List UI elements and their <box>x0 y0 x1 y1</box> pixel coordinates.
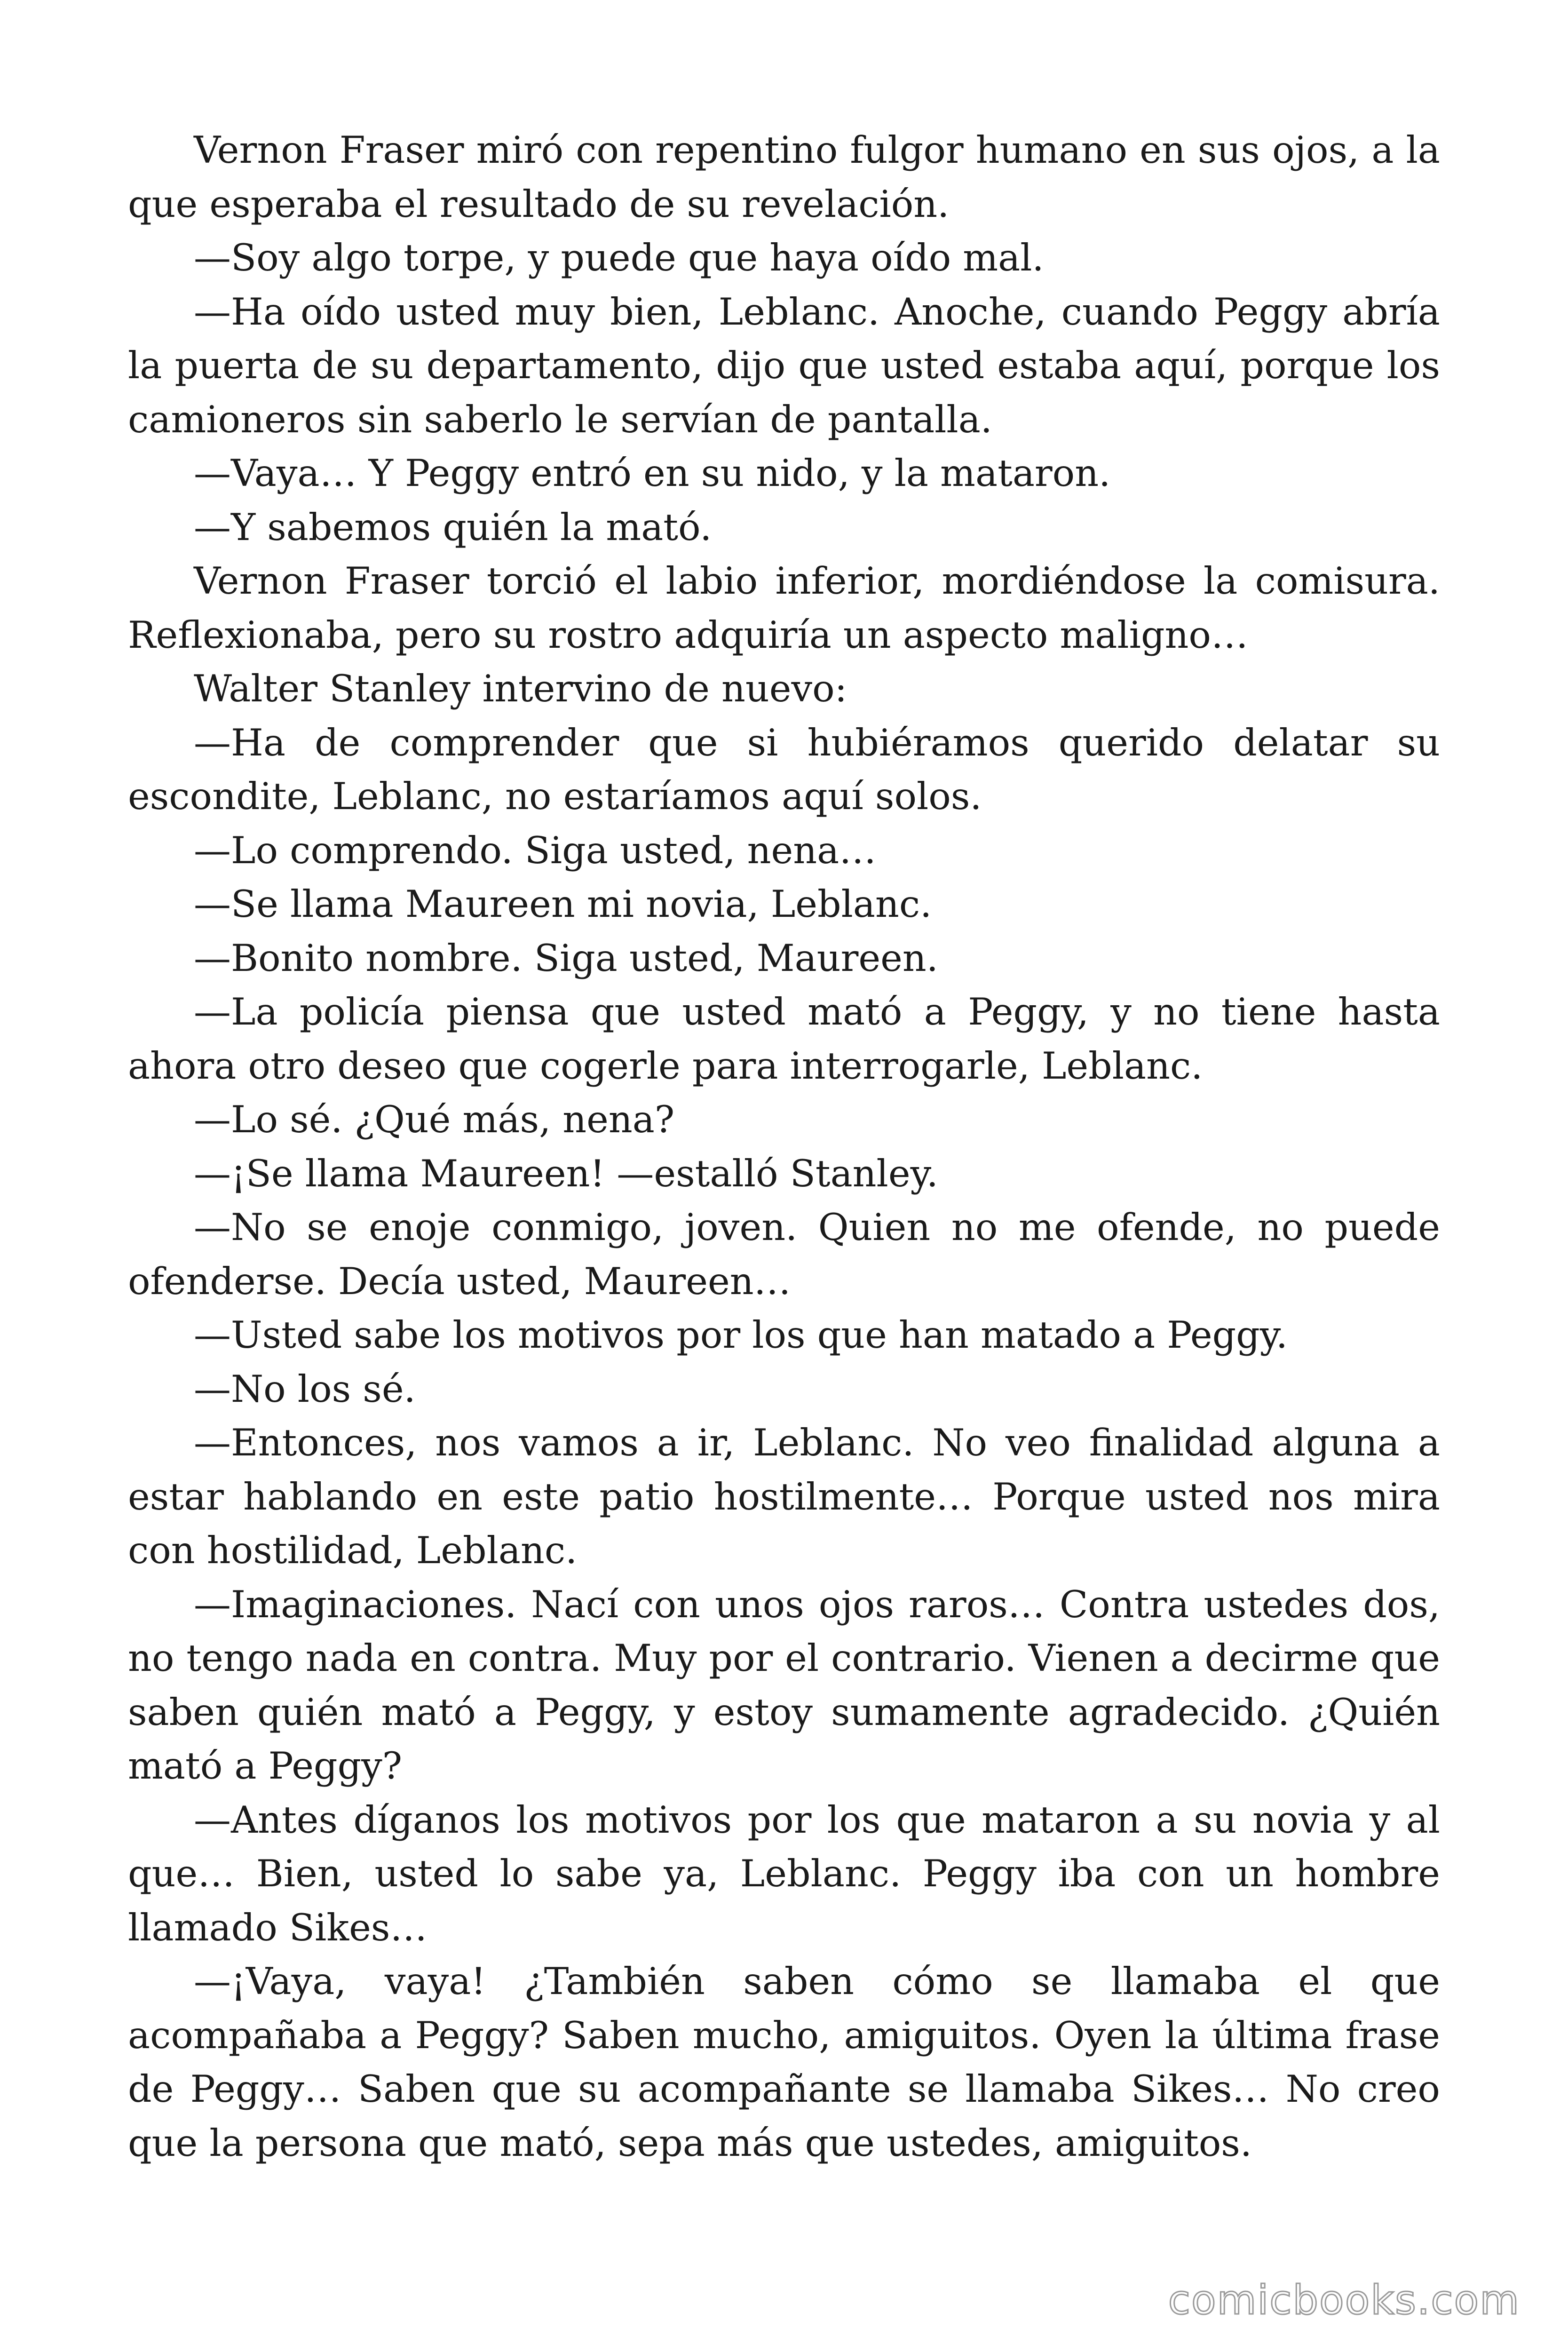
paragraph: —Se llama Maureen mi novia, Leblanc. <box>194 882 932 926</box>
paragraph: —Ha oído usted muy bien, Leblanc. Anoche, cuando Peggy abría la puerta de su departamento, dijo que usted estaba aquí, porque los camioneros sin saberlo le servían de pantalla. <box>128 290 1440 441</box>
paragraph: —Soy algo torpe, y puede que haya oído mal. <box>194 236 1044 279</box>
paragraph: Vernon Fraser miró con repentino fulgor humano en sus ojos, a la que esperaba el resultado de su revelación. <box>128 128 1440 226</box>
paragraph: —La policía piensa que usted mató a Peggy, y no tiene hasta ahora otro deseo que cogerle para interrogarle, Leblanc. <box>128 990 1440 1088</box>
paragraph: —No los sé. <box>194 1367 416 1411</box>
paragraph: —Bonito nombre. Siga usted, Maureen. <box>194 936 938 980</box>
paragraph: —Entonces, nos vamos a ir, Leblanc. No veo finalidad alguna a estar hablando en este patio hostilmente… Porque usted nos mira con hostilidad, Leblanc. <box>128 1421 1440 1572</box>
paragraph: —¡Vaya, vaya! ¿También saben cómo se llamaba el que acompañaba a Peggy? Saben mucho, amiguitos. Oyen la última frase de Peggy… Saben que su acompañante se llamaba Sikes… No creo que la persona que mató, sepa más que ustedes, amiguitos. <box>128 1960 1440 2165</box>
paragraph: —No se enoje conmigo, joven. Quien no me ofende, no puede ofenderse. Decía usted, Maureen… <box>128 1206 1440 1303</box>
paragraph: —Ha de comprender que si hubiéramos querido delatar su escondite, Leblanc, no estaríamos aquí solos. <box>128 721 1440 818</box>
paragraph: —Antes díganos los motivos por los que mataron a su novia y al que… Bien, usted lo sabe ya, Leblanc. Peggy iba con un hombre llamado Sikes… <box>128 1798 1440 1949</box>
paragraph: —Lo sé. ¿Qué más, nena? <box>194 1098 675 1141</box>
paragraph: —Y sabemos quién la mató. <box>194 505 712 549</box>
paragraph: —¡Se llama Maureen! —estalló Stanley. <box>194 1152 938 1195</box>
paragraph: —Lo comprendo. Siga usted, nena… <box>194 828 877 872</box>
paragraph: —Imaginaciones. Nací con unos ojos raros… Contra ustedes dos, no tengo nada en contra. Muy por el contrario. Vienen a decirme que saben quién mató a Peggy, y estoy sumamente agradecido. ¿Quién mató a Peggy? <box>128 1582 1440 1788</box>
body-text <box>128 123 1440 2170</box>
paragraph: Walter Stanley intervino de nuevo: <box>194 667 847 710</box>
paragraph: Vernon Fraser torció el labio inferior, mordiéndose la comisura. Reflexionaba, pero su rostro adquiría un aspecto maligno… <box>128 559 1440 657</box>
site-watermark: comicbooks.com <box>1168 2277 1520 2324</box>
paragraph: —Usted sabe los motivos por los que han matado a Peggy. <box>194 1313 1288 1357</box>
paragraph: —Vaya… Y Peggy entró en su nido, y la mataron. <box>194 452 1111 495</box>
